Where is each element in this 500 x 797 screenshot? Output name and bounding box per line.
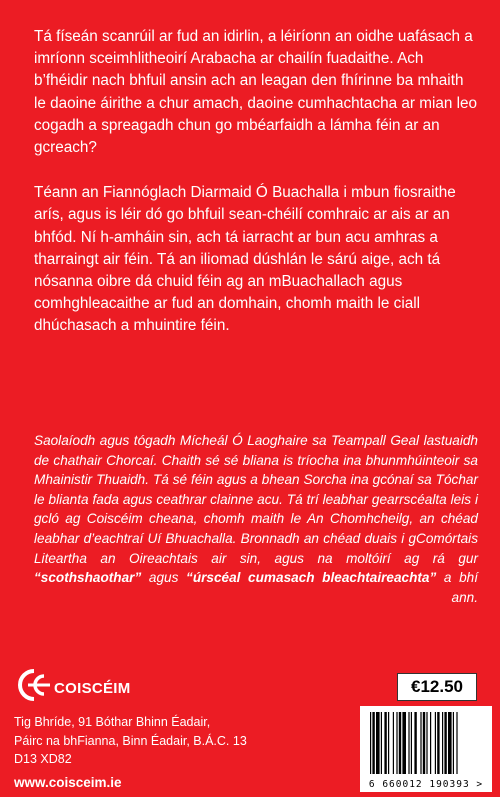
bio-text-a: Saolaíodh agus tógadh Mícheál Ó Laoghaire sa Teampall Geal lastuaidh de chathair Chorcaí. Chaith sé sé bliana is tríocha ina bhunmhúinteoir sa Mhainistir Thuaidh. Tá sé féin agus a bhean Sorcha ina gcónaí sa Tóchar le blianta fada agus ceathrar clainne acu. Tá trí leabhar gearrscéalta leis i gcló ag Coiscéim cheana, chomh maith le An Chomhcheilg, an chéad leabhar d’eachtraí Uí Bhuachalla. Bronnadh an chéad duais i gComórtais Liteartha an Oireachtais air sin, agus na moltóirí ag rá gur [34,433,478,566]
bio-quote-1: “scothshaothar” [34,570,142,586]
publisher-logo [14,667,314,703]
barcode-bar [381,712,382,774]
barcode-bar [393,712,394,774]
barcode-bar [448,712,452,774]
barcode-bar [411,712,412,774]
barcode-bar [402,712,406,774]
publisher-block [14,667,314,790]
isbn-barcode [360,706,492,792]
barcode-bar [388,712,389,774]
barcode-bar [423,712,425,774]
publisher-name: COISCÉIM [54,679,131,697]
blurb-paragraph-2: Téann an Fiannóglach Diarmaid Ó Buachalla i mbun fiosraithe arís, agus is léir dó go bhfuil sean-chéilí comhraic ar ais ar an bhfód. Ní h-amháin sin, ach tá iarracht ar bun acu amhras a tharraingt air féin. Tá an iliomad dúshlán le sárú aige, ach tá nósanna oibre dá chuid féin ag an mBuachallach agus comhghleacaithe ar fud an domhain, chomh maith le ciall dhúchasach a mhuintire féin. [34,184,456,335]
publisher-address [14,713,314,769]
barcode-bar [376,712,380,774]
barcode-bar [372,712,374,774]
back-cover-blurb [34,26,478,361]
barcode-bar [408,712,409,774]
barcode-bar [453,712,454,774]
bio-text-c: a bhí ann. [436,570,479,605]
barcode-bar [420,712,421,774]
coisceim-logo-icon [14,667,52,703]
bio-text-b: agus [141,570,187,586]
barcode-bar [414,712,416,774]
address-line-1: Tig Bhríde, 91 Bóthar Bhinn Éadair, [14,715,211,729]
barcode-bar [442,712,443,774]
barcode-number: 6 660012 190393 > [368,779,484,790]
publisher-website[interactable]: www.coisceim.ie [14,774,122,790]
barcode-bar [437,712,439,774]
barcode-bar [435,712,436,774]
author-bio [34,431,478,607]
barcode-bar [444,712,446,774]
address-line-2: Páirc na bhFianna, Binn Éadair, B.Á.C. 13 [14,733,247,748]
blurb-paragraph-1: Tá físeán scanrúil ar fud an idirlin, a léiríonn an oidhe uafásach a imríonn sceimhlitheoirí Arabacha ar chailín fuadaithe. Ach b’fhéidir nach bhfuil ansin ach an leagan den fhírinne ba mhaith le daoine áirithe a chur amach, daoine cumhachtacha ar mian leo cogadh a spreagadh chun go mbéarfaidh a lámha féin ar an gcreach? [34,28,478,157]
barcode-bar [384,712,386,774]
barcode-bar [396,712,397,774]
barcode-bars-icon [360,706,492,778]
barcode-bar [456,712,457,774]
barcode-bar [370,712,371,774]
price-label: €12.50 [397,673,477,701]
barcode-bar [399,712,401,774]
barcode-bar [426,712,427,774]
barcode-bar [430,712,431,774]
address-line-3: D13 XD82 [14,752,72,766]
bio-quote-2: “úrscéal cumasach bleachtaireachta” [186,570,437,586]
